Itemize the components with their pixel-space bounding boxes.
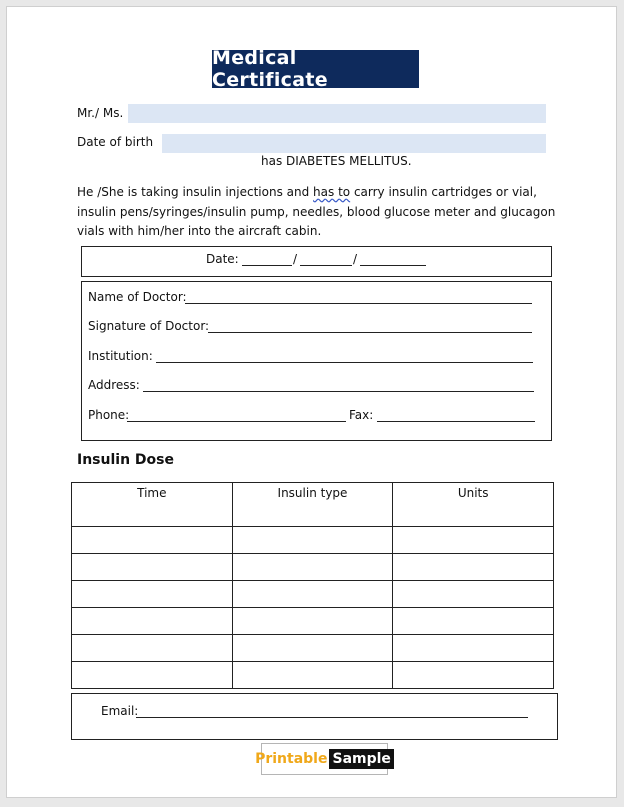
table-cell[interactable] bbox=[72, 662, 233, 689]
statement-part3: carry insulin cartridges or vial, insulin pens/syringes/insulin pump, needles, blood glucose meter and glucagon vials with him/her into the aircraft cabin. bbox=[77, 185, 556, 238]
table-cell[interactable] bbox=[232, 554, 393, 581]
statement-part1: He /She is taking insulin injections and bbox=[77, 185, 314, 199]
table-cell[interactable] bbox=[393, 608, 554, 635]
table-cell[interactable] bbox=[72, 581, 233, 608]
date-month-line[interactable] bbox=[300, 265, 352, 266]
dob-label: Date of birth bbox=[77, 135, 154, 149]
column-header-insulin-type: Insulin type bbox=[232, 483, 393, 527]
table-cell[interactable] bbox=[72, 554, 233, 581]
statement-paragraph bbox=[77, 183, 557, 242]
date-separator-1: / bbox=[293, 252, 298, 266]
phone-line[interactable] bbox=[127, 421, 346, 422]
table-cell[interactable] bbox=[232, 635, 393, 662]
doctor-name-label: Name of Doctor: bbox=[88, 290, 187, 304]
table-row bbox=[72, 635, 554, 662]
table-cell[interactable] bbox=[232, 527, 393, 554]
name-input[interactable] bbox=[128, 104, 546, 123]
insulin-dose-table bbox=[71, 482, 554, 689]
table-cell[interactable] bbox=[393, 662, 554, 689]
table-cell[interactable] bbox=[72, 608, 233, 635]
fax-label: Fax: bbox=[349, 408, 374, 422]
date-day-line[interactable] bbox=[242, 265, 292, 266]
doctor-signature-label: Signature of Doctor: bbox=[88, 319, 210, 333]
table-cell[interactable] bbox=[232, 608, 393, 635]
table-cell[interactable] bbox=[232, 662, 393, 689]
table-cell[interactable] bbox=[72, 527, 233, 554]
institution-label: Institution: bbox=[88, 349, 153, 363]
table-cell[interactable] bbox=[393, 581, 554, 608]
table-row bbox=[72, 662, 554, 689]
table-row bbox=[72, 608, 554, 635]
table-cell[interactable] bbox=[393, 527, 554, 554]
email-label: Email: bbox=[101, 704, 139, 718]
phone-label: Phone: bbox=[88, 408, 130, 422]
date-year-line[interactable] bbox=[360, 265, 426, 266]
fax-line[interactable] bbox=[377, 421, 535, 422]
logo-text-printable: Printable bbox=[255, 751, 328, 767]
table-cell[interactable] bbox=[72, 635, 233, 662]
name-label: Mr./ Ms. bbox=[77, 106, 124, 120]
doctor-info-box bbox=[81, 281, 552, 441]
institution-line[interactable] bbox=[156, 362, 533, 363]
email-box bbox=[71, 693, 558, 740]
column-header-time: Time bbox=[72, 483, 233, 527]
date-label: Date: bbox=[206, 252, 239, 266]
column-header-units: Units bbox=[393, 483, 554, 527]
table-row bbox=[72, 581, 554, 608]
certificate-title: Medical Certificate bbox=[212, 50, 419, 88]
insulin-dose-heading: Insulin Dose bbox=[77, 452, 174, 468]
table-cell[interactable] bbox=[393, 635, 554, 662]
document-page bbox=[6, 6, 617, 798]
printable-sample-logo bbox=[255, 743, 391, 775]
dob-input[interactable] bbox=[162, 134, 546, 153]
table-cell[interactable] bbox=[393, 554, 554, 581]
logo-text-sample: Sample bbox=[329, 749, 393, 769]
date-separator-2: / bbox=[353, 252, 358, 266]
doctor-name-line[interactable] bbox=[185, 303, 532, 304]
table-header-row bbox=[72, 483, 554, 527]
email-line[interactable] bbox=[136, 717, 528, 718]
date-box bbox=[81, 246, 552, 277]
address-line[interactable] bbox=[143, 391, 534, 392]
doctor-signature-line[interactable] bbox=[208, 332, 532, 333]
table-row bbox=[72, 527, 554, 554]
table-row bbox=[72, 554, 554, 581]
table-cell[interactable] bbox=[232, 581, 393, 608]
address-label: Address: bbox=[88, 378, 140, 392]
diagnosis-text: has DIABETES MELLITUS. bbox=[261, 154, 412, 168]
statement-spellcheck-word: has to bbox=[313, 185, 351, 199]
